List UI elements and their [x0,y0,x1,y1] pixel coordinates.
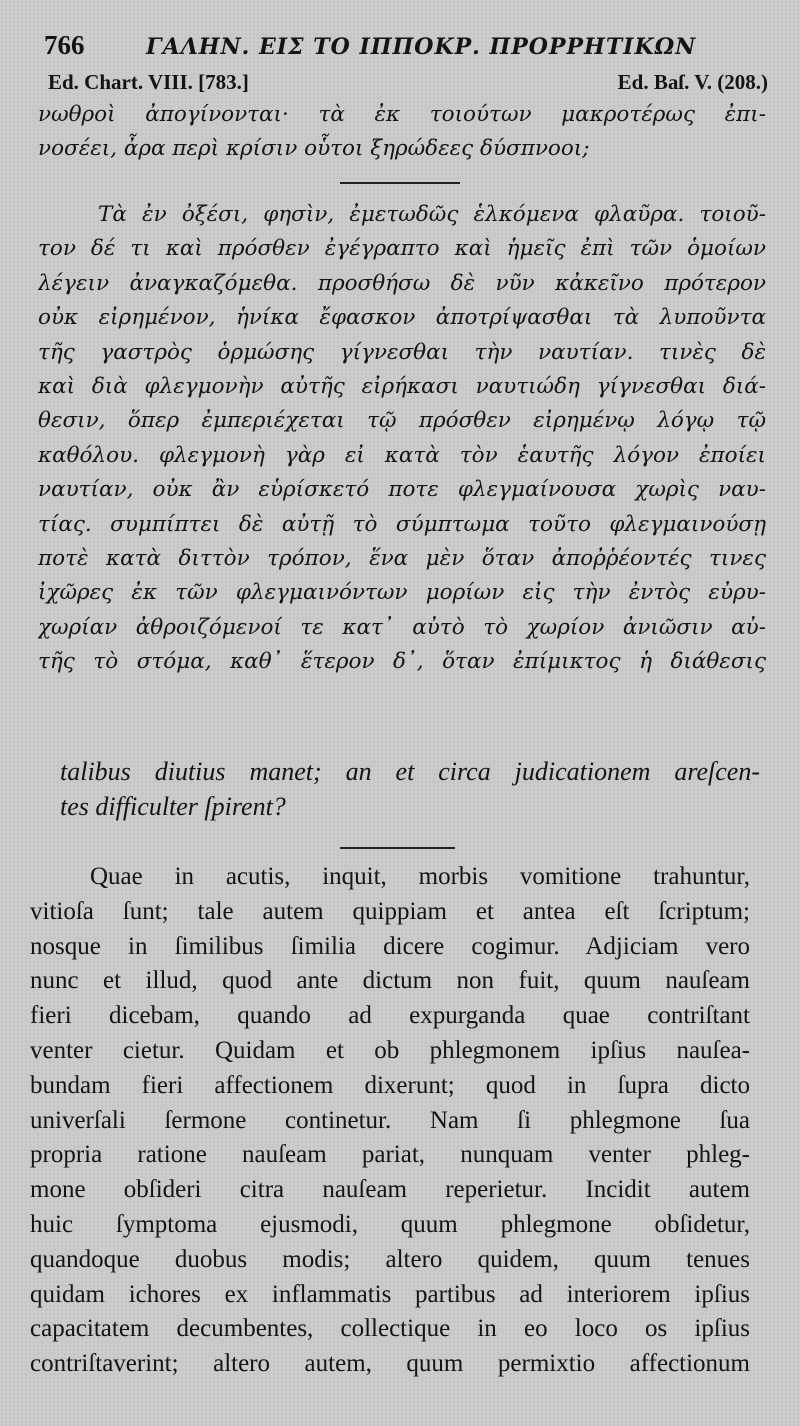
text-line: Τὰ ἐν ὀξέσι, φησὶν, ἐμετωδῶς ἑλκόμενα φλαῦρα. τοιοῦ- [98,202,766,227]
text-line: τῆς τὸ στόμα, καθ᾽ ἕτερον δ᾽, ὅταν ἐπίμικτος ἡ διάθεσις [38,649,766,675]
text-line: λέγειν ἀναγκαζόμεθα. προσθήσω δὲ νῦν κἀκεῖνο πρότερον [38,270,766,296]
text-line: οὐκ εἰρημένον, ἡνίκα ἔφασκον ἀποτρίψασθαι τὰ λυποῦντα [38,305,766,331]
text-line: vitioſa ſunt; tale autem quippiam et antea eſt ſcriptum; [30,897,750,925]
text-line: χωρίαν ἀθροιζόμενοί τε κατ᾽ αὐτὸ τὸ χωρίον ἀνιῶσιν αὐ- [38,614,766,640]
text-line: fieri dicebam, quando ad expurganda quae contriſtant [30,1002,750,1030]
text-line: Quae in acutis, inquit, morbis vomitione trahuntur, [90,863,750,890]
greek-text-commentary [38,198,766,679]
text-line: nosque in ſimilibus ſimilia dicere cogimur. Adjiciam vero [30,932,750,960]
text-line: talibus diutius manet; an et circa judicationem areſcen- [60,757,760,786]
text-line: ἰχῶρες ἐκ τῶν φλεγμαινόντων μορίων εἰς τὴν ἐντὸς εὐρυ- [38,580,766,606]
running-title: ΓΑΛΗΝ. ΕΙΣ ΤΟ ΙΠΠΟΚΡ. ΠΡΟΡΡΗΤΙΚΩΝ [146,34,697,60]
text-line: propria ratione nauſeam pariat, nunquam venter phleg- [30,1141,750,1169]
text-line: τῆς γαστρὸς ὁρμώσης γίγνεσθαι τὴν ναυτίαν. τινὲς δὲ [38,339,766,365]
text-line: τίας. συμπίπτει δὲ αὐτῇ τὸ σύμπτωμα τοῦτο φλεγμαινούσῃ [38,511,766,537]
text-line: καὶ διὰ φλεγμονὴν αὐτῆς εἰρήκασι ναυτιώδη γίγνεσθαι διά- [38,373,766,399]
text-line: mone obſideri citra nauſeam reperietur. Incidit autem [30,1176,750,1204]
edition-reference-line [48,70,768,98]
greek-text-aphorism [38,98,766,167]
text-line: univerſali ſermone continetur. Nam ſi phlegmone ſua [30,1106,750,1134]
text-line: quandoque duobus modis; altero quidem, quum tenues [30,1245,750,1273]
latin-text-commentary [30,860,750,1382]
text-line: καθόλου. φλεγμονὴ γὰρ εἰ κατὰ τὸν ἑαυτῆς λόγον ἐποίει [38,442,766,468]
section-divider [340,182,460,184]
text-line: θεσιν, ὅπερ ἐμπεριέχεται τῷ πρόσθεν εἰρημένῳ λόγῳ τῷ [38,408,766,434]
text-line: τον δέ τι καὶ πρόσθεν ἐγέγραπτο καὶ ἡμεῖς ἐπὶ τῶν ὁμοίων [38,236,766,262]
text-line: quidam ichores ex inflammatis partibus ad interiorem ipſius [30,1280,750,1308]
page-number: 766 [44,30,85,60]
edition-chartier: Ed. Chart. VIII. [783.] [48,70,249,94]
text-line: ναυτίαν, οὐκ ἂν εὑρίσκετό ποτε φλεγμαίνουσα χωρὶς ναυ- [38,477,766,503]
edition-basel: Ed. Baſ. V. (208.) [617,70,768,94]
text-line: huic ſymptoma ejusmodi, quum phlegmone obſidetur, [30,1210,750,1238]
text-line: ποτὲ κατὰ διττὸν τρόπον, ἕνα μὲν ὅταν ἀποῤῥέοντές τινες [38,545,766,571]
page-header [44,30,764,70]
text-line: contriſtaverint; altero autem, quum permixtio affectionum [30,1350,750,1378]
text-line: bundam fieri affectionem dixerunt; quod in ſupra dicto [30,1071,750,1099]
section-divider [340,847,455,849]
text-line: νοσέει, ἆρα περὶ κρίσιν οὗτοι ξηρώδεες δύσπνοοι; [38,136,590,162]
text-line: capacitatem decumbentes, collectique in eo loco os ipſius [30,1315,750,1343]
text-line: venter cietur. Quidam et ob phlegmonem ipſius nauſea- [30,1036,750,1064]
text-line: tes difficulter ſpirent? [60,792,286,821]
text-line: nunc et illud, quod ante dictum non fuit, quum nauſeam [30,967,750,995]
latin-text-aphorism [60,754,760,824]
text-line: νωθροὶ ἀπογίνονται· τὰ ἐκ τοιούτων μακροτέρως ἐπι- [38,102,766,127]
